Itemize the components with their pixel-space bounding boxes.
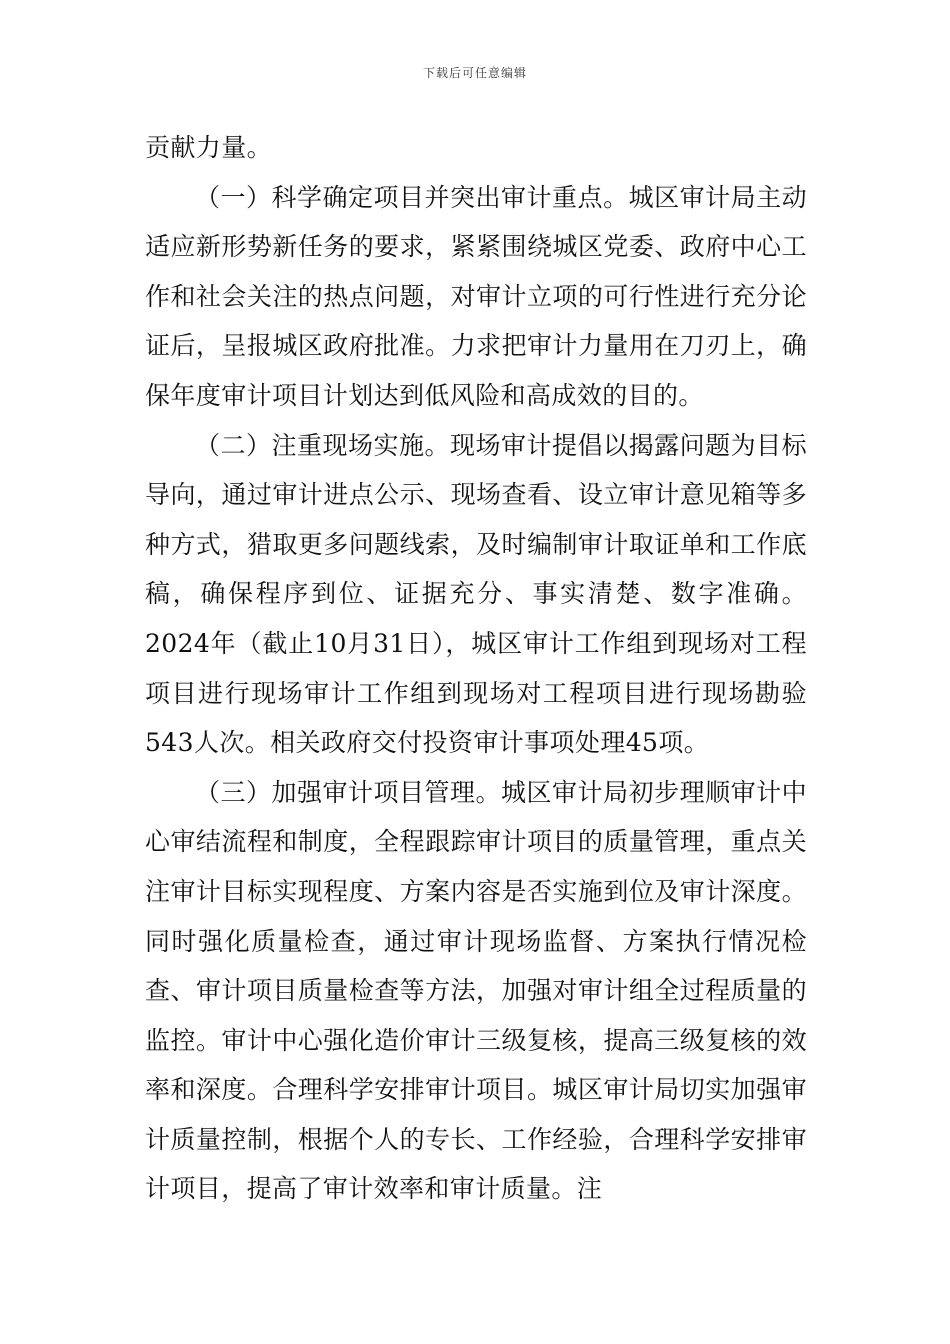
document-body <box>145 123 807 1214</box>
paragraph-section-2: （二）注重现场实施。现场审计提倡以揭露问题为目标导向，通过审计进点公示、现场查看、设立审计意见箱等多种方式，猎取更多问题线索，及时编制审计取证单和工作底稿，确保程序到位、证据充分、事实清楚、数字准确。2024年（截止10月31日），城区审计工作组到现场对工程项目进行现场审计工作组到现场对工程项目进行现场勘验543人次。相关政府交付投资审计事项处理45项。 <box>145 430 807 758</box>
paragraph-continuation: 贡献力量。 <box>145 133 273 162</box>
header-note: 下载后可任意编辑 <box>422 66 527 80</box>
paragraph-section-3: （三）加强审计项目管理。城区审计局初步理顺审计中心审结流程和制度，全程跟踪审计项目的质量管理，重点关注审计目标实现程度、方案内容是否实施到位及审计深度。同时强化质量检查，通过审计现场监督、方案执行情况检查、审计项目质量检查等方法，加强对审计组全过程质量的监控。审计中心强化造价审计三级复核，提高三级复核的效率和深度。合理科学安排审计项目。城区审计局切实加强审计质量控制，根据个人的专长、工作经验，合理科学安排审计项目，提高了审计效率和审计质量。注 <box>145 777 807 1204</box>
paragraph-section-1: （一）科学确定项目并突出审计重点。城区审计局主动适应新形势新任务的要求，紧紧围绕城区党委、政府中心工作和社会关注的热点问题，对审计立项的可行性进行充分论证后，呈报城区政府批准。力求把审计力量用在刀刃上，确保年度审计项目计划达到低风险和高成效的目的。 <box>145 182 807 410</box>
